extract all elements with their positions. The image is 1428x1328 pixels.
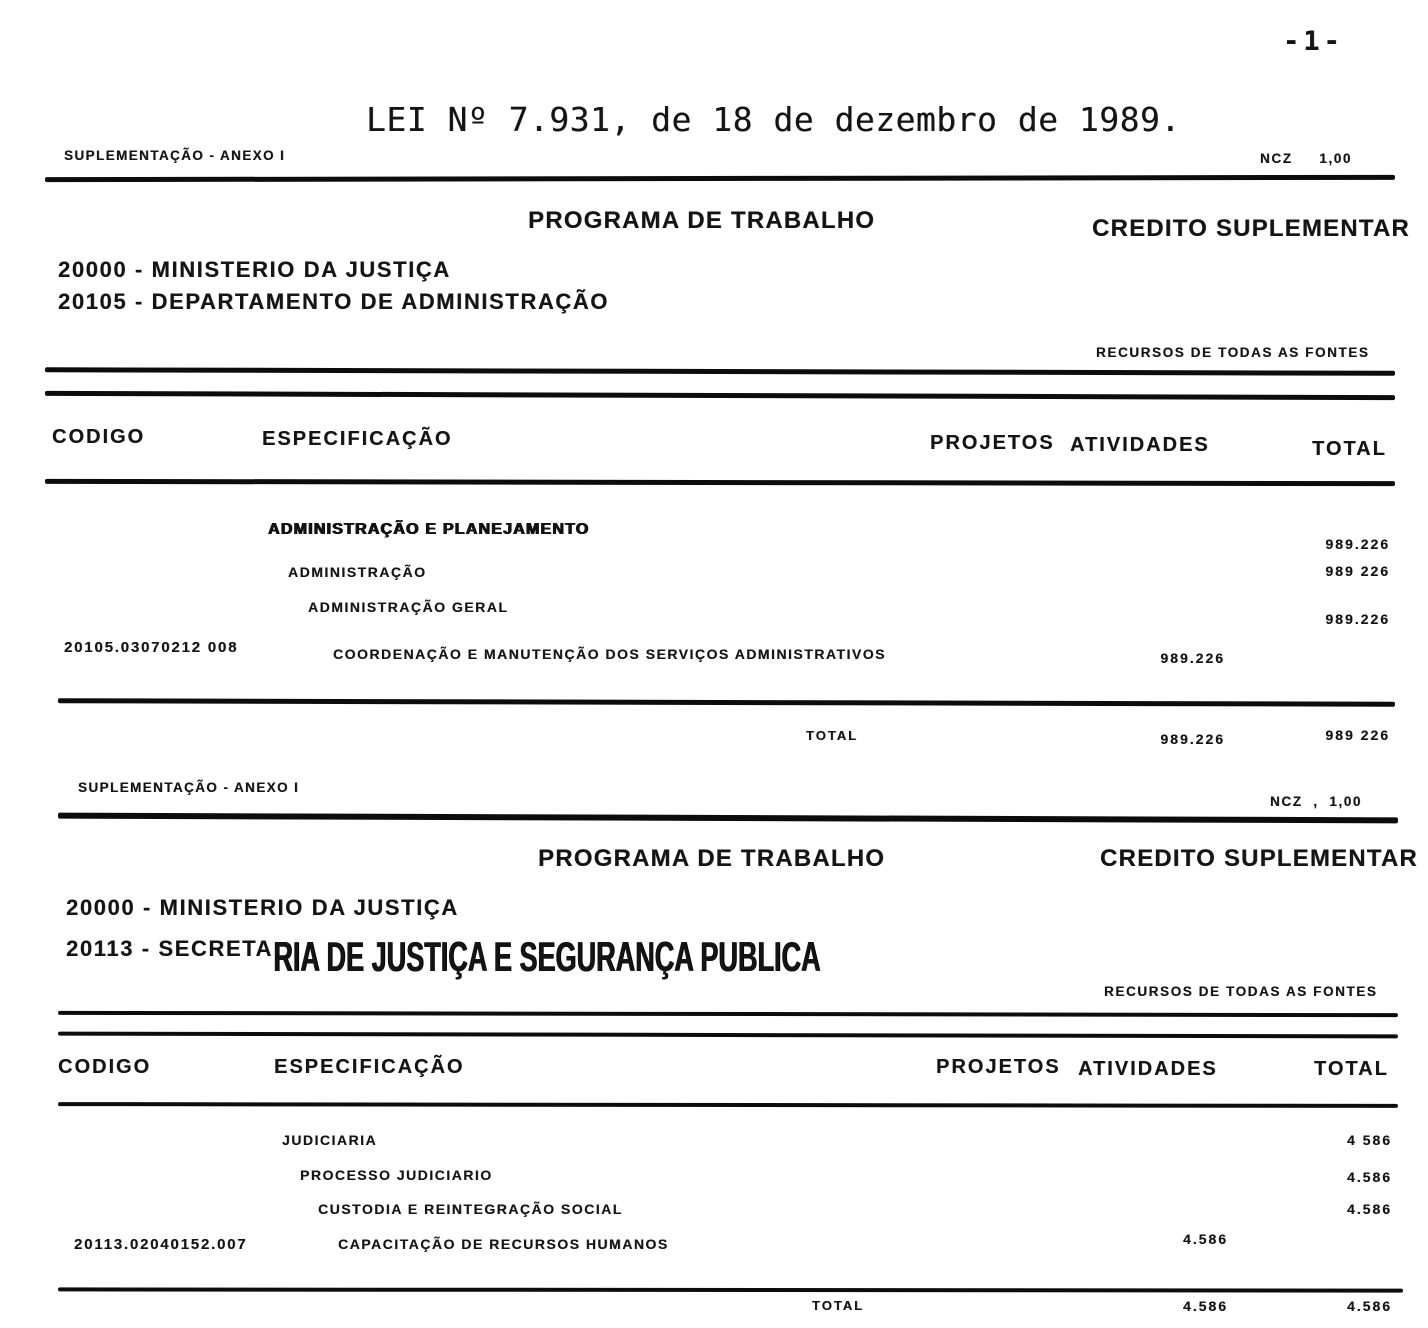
row-spec: CUSTODIA E REINTEGRAÇÃO SOCIAL bbox=[318, 1201, 623, 1217]
row-spec: PROCESSO JUDICIARIO bbox=[300, 1167, 493, 1183]
row-spec: CAPACITAÇÃO DE RECURSOS HUMANOS bbox=[338, 1236, 669, 1252]
row-atividades: 4.586 bbox=[1182, 1231, 1228, 1247]
annex-label: SUPLEMENTAÇÃO - ANEXO I bbox=[78, 780, 300, 795]
column-header-total: TOTAL bbox=[1314, 1058, 1389, 1080]
total-grand-value: 4.586 bbox=[1346, 1298, 1392, 1314]
row-total: 989 226 bbox=[1325, 563, 1390, 579]
column-header-especificacao: ESPECIFICAÇÃO bbox=[274, 1056, 465, 1078]
row-code: 20105.03070212 008 bbox=[64, 639, 239, 656]
horizontal-rule bbox=[58, 1011, 1398, 1017]
org-code-line bbox=[66, 926, 940, 980]
horizontal-rule bbox=[45, 367, 1395, 376]
horizontal-rule bbox=[45, 391, 1395, 400]
row-total: 4.586 bbox=[1346, 1169, 1392, 1185]
column-header-projetos: PROJETOS bbox=[936, 1056, 1061, 1078]
program-header: PROGRAMA DE TRABALHO bbox=[538, 845, 886, 872]
horizontal-rule bbox=[45, 175, 1395, 182]
horizontal-rule bbox=[45, 479, 1395, 486]
resources-label: RECURSOS DE TODAS AS FONTES bbox=[1096, 345, 1370, 360]
row-code: 20113.02040152.007 bbox=[74, 1236, 248, 1253]
horizontal-rule bbox=[58, 1032, 1398, 1039]
horizontal-rule bbox=[58, 813, 1398, 824]
horizontal-rule bbox=[58, 1102, 1398, 1108]
currency-rate: NCZ 1,00 bbox=[1260, 151, 1352, 166]
page-number: -1- bbox=[1283, 26, 1344, 57]
column-header-codigo: CODIGO bbox=[52, 426, 146, 448]
total-atividades-value: 989.226 bbox=[1160, 731, 1225, 747]
column-header-atividades: ATIVIDADES bbox=[1078, 1058, 1218, 1080]
org-code-line: 20105 - DEPARTAMENTO DE ADMINISTRAÇÃO bbox=[58, 289, 609, 314]
column-header-total: TOTAL bbox=[1312, 438, 1387, 460]
row-spec: COORDENAÇÃO E MANUTENÇÃO DOS SERVIÇOS ADMINISTRATIVOS bbox=[333, 646, 886, 662]
column-header-codigo: CODIGO bbox=[58, 1056, 152, 1078]
resources-label: RECURSOS DE TODAS AS FONTES bbox=[1104, 984, 1378, 999]
credit-header: CREDITO SUPLEMENTAR bbox=[1092, 215, 1410, 242]
column-header-projetos: PROJETOS bbox=[930, 432, 1055, 454]
row-total: 989.226 bbox=[1325, 611, 1390, 627]
org-code-line: 20000 - MINISTERIO DA JUSTIÇA bbox=[66, 895, 459, 920]
credit-header: CREDITO SUPLEMENTAR bbox=[1100, 845, 1418, 872]
row-total: 4 586 bbox=[1346, 1132, 1392, 1148]
row-atividades: 989.226 bbox=[1160, 650, 1225, 666]
total-atividades-value: 4.586 bbox=[1182, 1298, 1228, 1314]
horizontal-rule bbox=[58, 1287, 1403, 1292]
org-code-line: 20000 - MINISTERIO DA JUSTIÇA bbox=[58, 257, 451, 282]
column-header-atividades: ATIVIDADES bbox=[1070, 434, 1210, 456]
org-line-overprint: RIA DE JUSTIÇA E SEGURANÇA PUBLICA bbox=[273, 933, 821, 980]
program-header: PROGRAMA DE TRABALHO bbox=[528, 207, 876, 234]
document-title: LEI Nº 7.931, de 18 de dezembro de 1989. bbox=[366, 100, 1181, 139]
annex-label: SUPLEMENTAÇÃO - ANEXO I bbox=[64, 148, 286, 163]
horizontal-rule bbox=[58, 698, 1395, 707]
org-line-prefix: 20113 - SECRETA bbox=[66, 936, 274, 961]
row-total: 989.226 bbox=[1325, 536, 1390, 552]
row-spec: ADMINISTRAÇÃO E PLANEJAMENTO bbox=[268, 521, 590, 538]
row-spec: JUDICIARIA bbox=[282, 1132, 378, 1148]
currency-rate: NCZ , 1,00 bbox=[1270, 794, 1362, 809]
column-header-especificacao: ESPECIFICAÇÃO bbox=[262, 428, 453, 450]
row-spec: ADMINISTRAÇÃO GERAL bbox=[308, 599, 509, 615]
total-label: TOTAL bbox=[812, 1298, 865, 1313]
total-grand-value: 989 226 bbox=[1325, 727, 1390, 743]
row-total: 4.586 bbox=[1346, 1201, 1392, 1217]
total-label: TOTAL bbox=[806, 728, 859, 743]
row-spec: ADMINISTRAÇÃO bbox=[288, 564, 427, 580]
